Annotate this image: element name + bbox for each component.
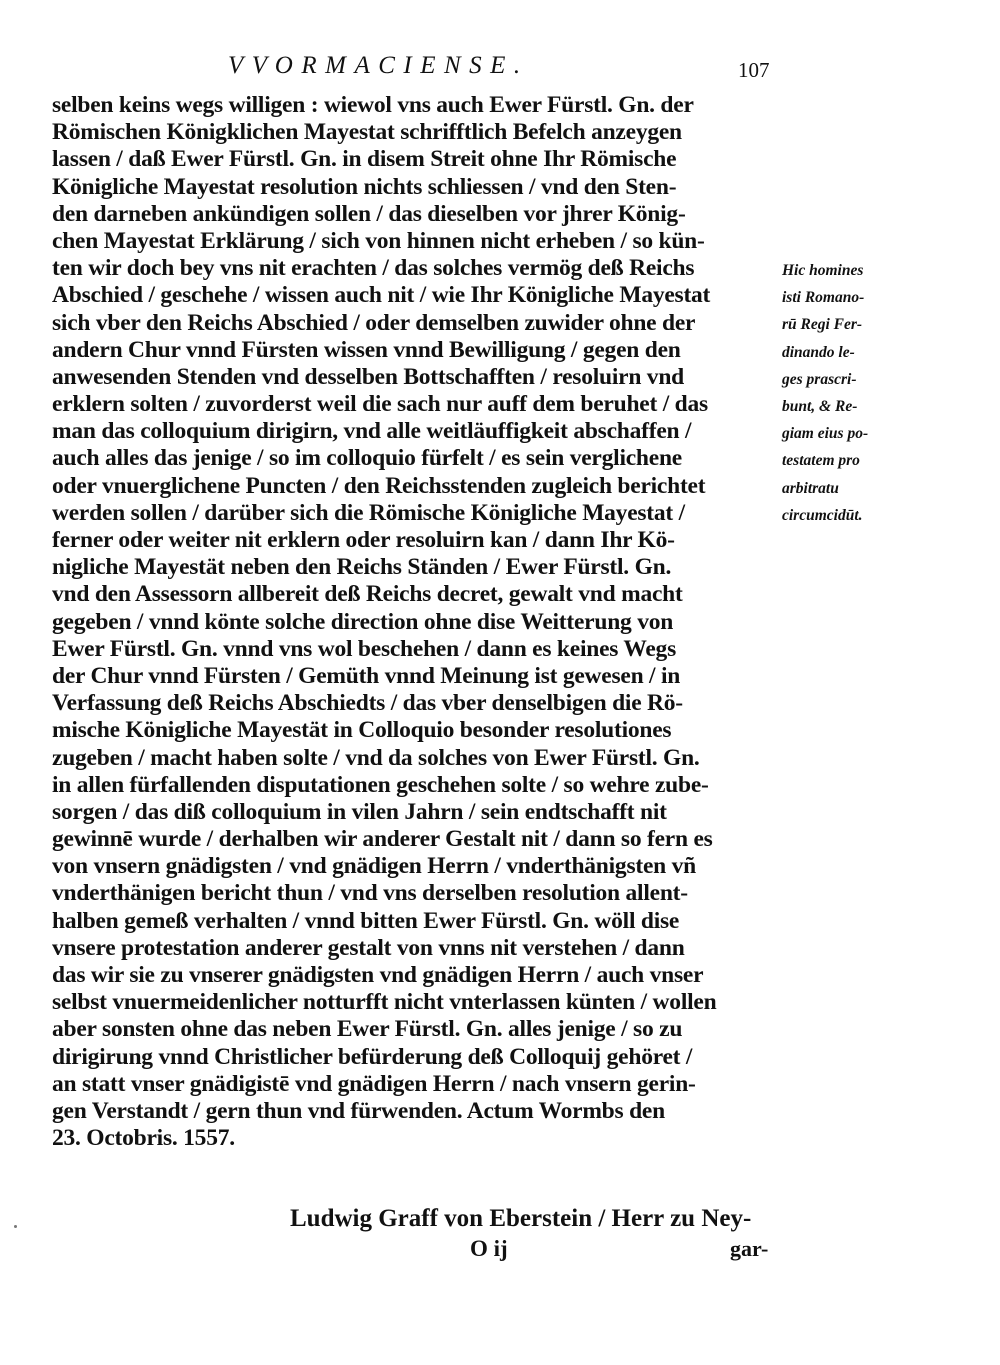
text-line: Verfassung deß Reichs Abschiedts / das vber denselbigen die Rö- — [52, 690, 683, 717]
running-title: VVORMACIENSE. — [228, 52, 529, 79]
marginal-note-line: testatem pro — [782, 452, 860, 470]
text-line: ferner oder weiter nit erklern oder resoluirn kan / dann Ihr Kö- — [52, 527, 675, 553]
page-number: 107 — [738, 58, 770, 82]
body-text — [52, 92, 782, 1152]
text-line: von vnsern gnädigsten / vnd gnädigen Herrn / vnderthänigsten vñ — [52, 853, 696, 880]
text-line: nigliche Mayestät neben den Reichs Ständen / Ewer Fürstl. Gn. — [52, 554, 672, 581]
text-line: man das colloquium dirigirn, vnd alle weitläuffigkeit abschaffen / — [52, 418, 692, 445]
text-line: dirigirung vnnd Christlicher befürderung deß Colloquij gehöret / — [52, 1043, 693, 1070]
text-line: zugeben / macht haben solte / vnd da solches von Ewer Fürstl. Gn. — [52, 744, 700, 771]
marginal-note-line: Hic homines — [782, 262, 864, 279]
text-line: Ewer Fürstl. Gn. vnnd vns wol beschehen / dann es keines Wegs — [52, 635, 676, 662]
signature-mark: O ij — [470, 1236, 508, 1261]
text-line: erklern solten / zuvorderst weil die sach nur auff dem beruhet / das — [52, 391, 708, 418]
text-line: andern Chur vnnd Fürsten wissen vnnd Bewilligung / gegen den — [52, 336, 681, 363]
text-line: Abschied / geschehe / wissen auch nit / wie Ihr Königliche Mayestat — [52, 282, 711, 309]
text-line: selben keins wegs willigen : wiewol vns auch Ewer Fürstl. Gn. der — [52, 92, 694, 118]
marginal-note-line: circumcidūt. — [782, 506, 863, 524]
marginal-note-line: arbitratu — [782, 479, 839, 497]
text-line: chen Mayestat Erklärung / sich von hinnen nicht erheben / so kün- — [52, 227, 705, 254]
text-line: vnd den Assessorn allbereit deß Reichs decret, gewalt vnd macht — [52, 581, 683, 608]
text-line: vnsere protestation anderer gestalt von vnns nit verstehen / dann — [52, 934, 685, 961]
text-line: das wir sie zu vnserer gnädigsten vnd gnädigen Herrn / auch vnser — [52, 962, 704, 988]
signature-line: Ludwig Graff von Eberstein / Herr zu Ney- — [290, 1205, 752, 1232]
text-line: gewinnē wurde / derhalben wir anderer Gestalt nit / dann so fern es — [52, 826, 713, 853]
text-line: gen Verstandt / gern thun vnd fürwenden. Actum Wormbs den — [52, 1097, 665, 1124]
marginal-note-line: dinando le- — [782, 343, 855, 361]
text-line: mische Königliche Mayestät in Colloquio besonder resolutiones — [52, 717, 672, 744]
marginal-note-line: ges prascri- — [782, 370, 857, 388]
text-line: 23. Octobris. 1557. — [52, 1125, 235, 1152]
text-line: selbst vnuermeidenlicher notturfft nicht vnterlassen künten / wollen — [52, 989, 717, 1016]
text-line: sich vber den Reichs Abschied / oder demselben zuwider ohne der — [52, 309, 696, 336]
text-line: der Chur vnnd Fürsten / Gemüth vnnd Meinung ist gewesen / in — [52, 662, 681, 689]
marginal-note-line: isti Romano- — [782, 289, 865, 307]
marginal-note — [782, 257, 932, 529]
text-line: oder vnuerglichene Puncten / den Reichsstenden zugleich berichtet — [52, 472, 706, 499]
text-line: auch alles das jenige / so im colloquio fürfelt / es sein verglichene — [52, 445, 682, 472]
marginal-note-line: rū Regi Fer- — [782, 316, 863, 334]
text-line: gegeben / vnnd könte solche direction ohne dise Weitterung von — [52, 608, 674, 635]
text-line: an statt vnser gnädigistē vnd gnädigen Herrn / nach vnsern gerin- — [52, 1070, 696, 1097]
text-line: sorgen / das diß colloquium in vilen Jahrn / sein endtschafft nit — [52, 798, 667, 825]
marginal-note-line: bunt, & Re- — [782, 397, 858, 415]
text-line: Römischen Königklichen Mayestat schrifftlich Befelch anzeygen — [52, 119, 682, 146]
text-line: ten wir doch bey vns nit erachten / das solches vermög deß Reichs — [52, 255, 695, 282]
marginal-note-line: giam eius po- — [782, 425, 869, 443]
text-line: in allen fürfallenden disputationen geschehen solte / so wehre zube- — [52, 771, 709, 798]
ink-speck — [14, 1225, 17, 1228]
text-line: aber sonsten ohne das neben Ewer Fürstl. Gn. alles jenige / so zu — [52, 1016, 683, 1043]
text-line: Königliche Mayestat resolution nichts schliessen / vnd den Sten- — [52, 173, 677, 200]
text-line: werden sollen / darüber sich die Römische Königliche Mayestat / — [52, 499, 685, 526]
text-line: den darneben ankündigen sollen / das dieselben vor jhrer König- — [52, 200, 686, 227]
text-line: halben gemeß verhalten / vnnd bitten Ewer Fürstl. Gn. wöll dise — [52, 907, 680, 934]
text-line: vnderthänigen bericht thun / vnd vns derselben resolution allent- — [52, 880, 688, 907]
text-line: anwesenden Stenden vnd desselben Bottschafften / resoluirn vnd — [52, 363, 684, 390]
catchword: gar- — [730, 1236, 769, 1261]
text-line: lassen / daß Ewer Fürstl. Gn. in disem Streit ohne Ihr Römische — [52, 146, 677, 173]
